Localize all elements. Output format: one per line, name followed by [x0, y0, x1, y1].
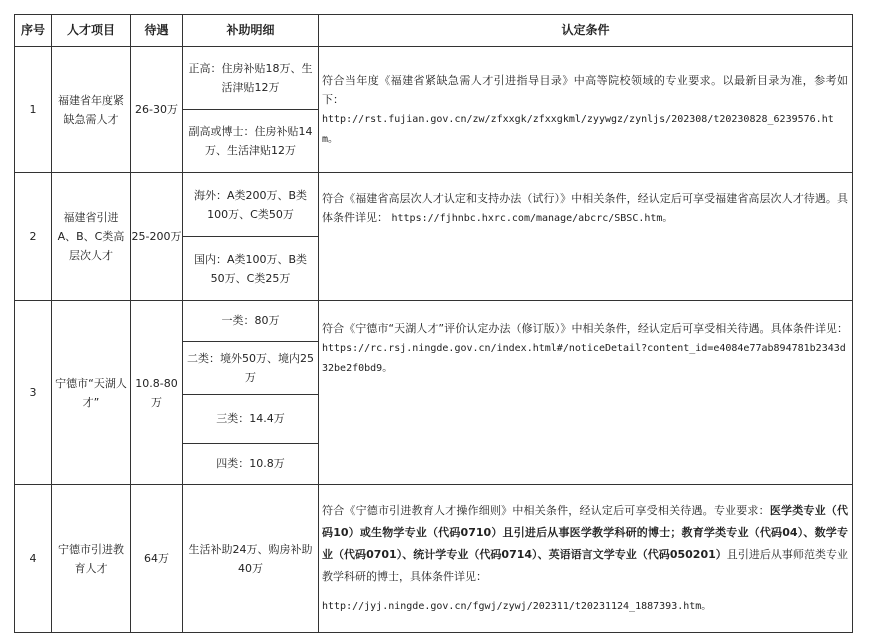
condition-link[interactable]: https://rc.rsj.ningde.gov.cn/index.html#/noticeDetail?content_id=e4084e77ab894781b2343d32be2f0bd9。: [322, 343, 846, 374]
condition-text: 符合《宁德市引进教育人才操作细则》中相关条件，经认定后可享受相关待遇。专业要求：: [322, 503, 770, 517]
talent-table: [14, 14, 853, 633]
condition-link[interactable]: http://jyj.ningde.gov.cn/fgwj/zywj/202311/t20231124_1887393.htm。: [322, 600, 712, 612]
row-details: 生活补助24万、购房补助40万: [183, 485, 319, 633]
row-no: 4: [15, 485, 52, 633]
row-conditions: [319, 173, 853, 301]
row-project: 福建省引进A、B、C类高层次人才: [52, 173, 131, 301]
row-no: 1: [15, 47, 52, 173]
table-row: [15, 301, 853, 485]
row-no: 2: [15, 173, 52, 301]
row-details: [183, 47, 319, 173]
table-header: [15, 15, 853, 47]
condition-text-tail: 且引进后从事师范类专业教学科研的博士，具体条件详见：: [322, 547, 849, 583]
row-project: 福建省年度紧缺急需人才: [52, 47, 131, 173]
table-row: [15, 47, 853, 173]
condition-text: 符合《福建省高层次人才认定和支持办法（试行）》中相关条件，经认定后可享受福建省高层次人才待遇。具体条件详见：: [322, 192, 848, 224]
row-treatment: 10.8-80万: [131, 301, 183, 485]
row-details: [183, 301, 319, 485]
detail-item: 一类：80万: [183, 301, 318, 341]
detail-item: 二类：境外50万、境内25万: [183, 341, 318, 394]
row-conditions: [319, 301, 853, 485]
row-project: 宁德市“天湖人才”: [52, 301, 131, 485]
header-conditions: 认定条件: [319, 15, 853, 47]
row-project: 宁德市引进教育人才: [52, 485, 131, 633]
condition-text: 符合《宁德市“天湖人才”评价认定办法（修订版）》中相关条件，经认定后可享受相关待遇。具体条件详见：: [322, 322, 848, 335]
detail-item: 四类：10.8万: [216, 457, 285, 471]
condition-major-requirements: 医学类专业（代码10）或生物学专业（代码0710）且引进后从事医学教学科研的博士；教育学类专业（代码04）、数学专业（代码0701）、统计学专业（代码0714）、英语语言文学专业（代码050201）: [322, 503, 849, 561]
detail-item: 三类：14.4万: [183, 394, 318, 443]
row-treatment: 26-30万: [131, 47, 183, 173]
row-details: [183, 173, 319, 301]
detail-item: 正高：住房补贴18万、生活津贴12万: [183, 47, 318, 110]
row-conditions: [319, 485, 853, 633]
table-row: [15, 173, 853, 301]
condition-link[interactable]: https://fjhnbc.hxrc.com/manage/abcrc/SBSC.htm。: [391, 213, 673, 224]
row-conditions: [319, 47, 853, 173]
header-no: 序号: [15, 15, 52, 47]
header-details: 补助明细: [183, 15, 319, 47]
condition-text: 符合当年度《福建省紧缺急需人才引进指导目录》中高等院校领域的专业要求。以最新目录为准，参考如下：: [322, 73, 848, 106]
detail-item: 海外：A类200万、B类100万、C类50万: [183, 173, 318, 237]
row-treatment: 25-200万: [131, 173, 183, 301]
header-treatment: 待遇: [131, 15, 183, 47]
row-no: 3: [15, 301, 52, 485]
condition-link[interactable]: http://rst.fujian.gov.cn/zw/zfxxgk/zfxxgkml/zyywgz/zynljs/202308/t20230828_6239576.htm。: [322, 113, 834, 145]
row-treatment: 64万: [131, 485, 183, 633]
detail-item: 国内：A类100万、B类50万、C类25万: [193, 252, 308, 285]
detail-item: 副高或博士：住房补贴14万、生活津贴12万: [188, 125, 313, 157]
header-project: 人才项目: [52, 15, 131, 47]
table-row: [15, 485, 853, 633]
